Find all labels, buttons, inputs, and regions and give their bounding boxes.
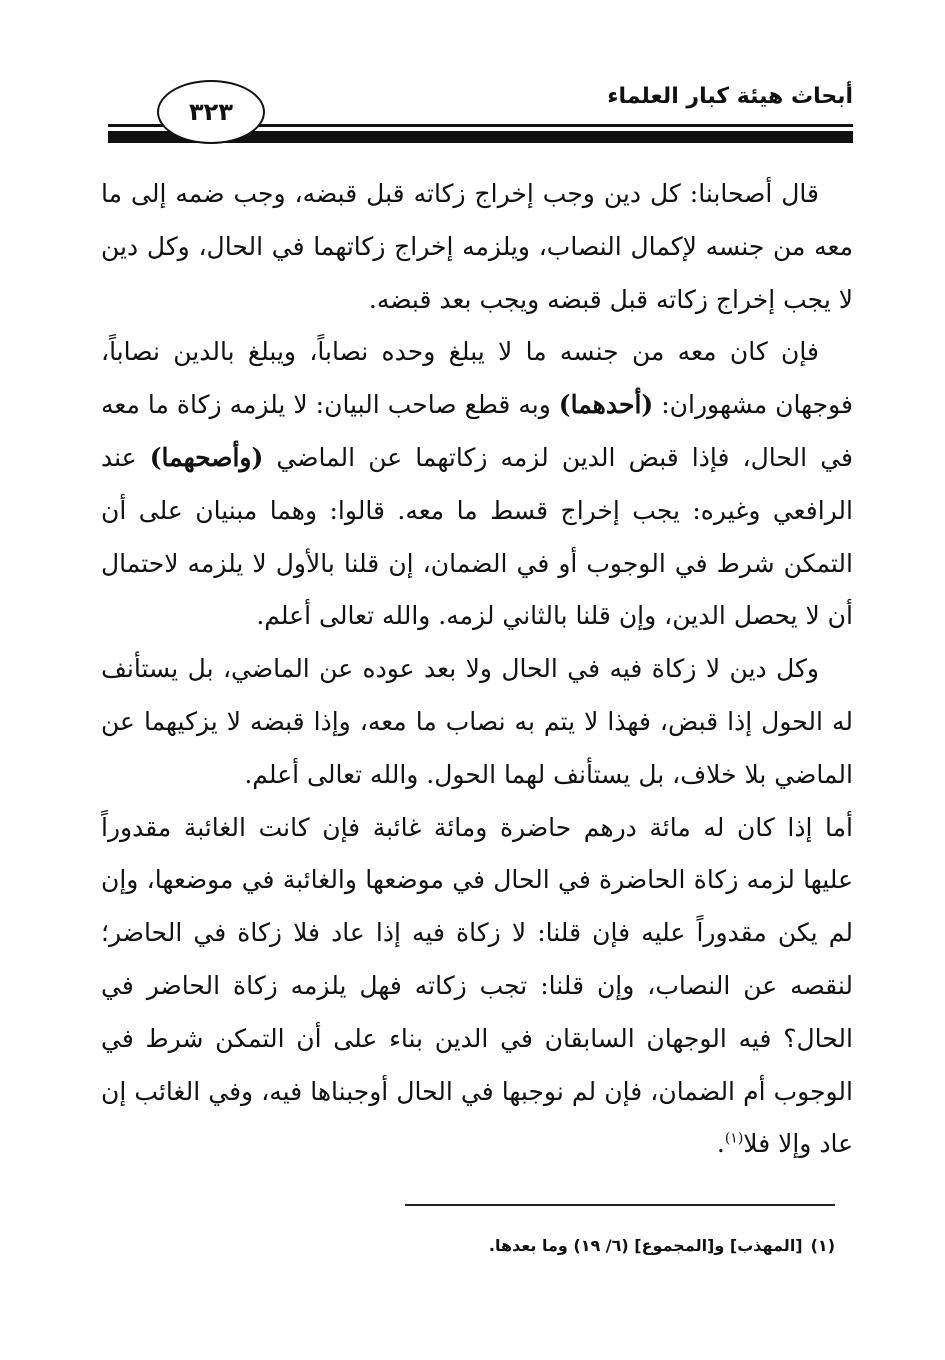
footnote-text: [المهذب] و[المجموع] (٦/ ١٩) وما بعدها. bbox=[488, 1236, 803, 1255]
paragraph bbox=[101, 802, 853, 1172]
text-run: وبه قطع صاحب البيان: لا يلزمه زكاة ما معه في الحال، فإذا قبض الدين لزمه زكاتهما عن الماضي bbox=[101, 390, 853, 472]
text-run: . bbox=[716, 1129, 725, 1159]
text-run: فإن كان معه من جنسه ما لا يبلغ وحده نصاباً، ويبلغ بالدين نصاباً، فوجهان مشهوران: bbox=[101, 337, 853, 420]
bold-term: (وأصحهما) bbox=[149, 442, 264, 472]
running-header-title: أبحاث هيئة كبار العلماء bbox=[607, 84, 853, 109]
text-run: أما إذا كان له مائة درهم حاضرة ومائة غائبة فإن كانت الغائبة مقدوراً عليها لزمه زكاة الحاضرة في الحال في موضعها والغائبة في موضعها، وإن لم يكن مقدوراً عليه فإن قلنا: لا زكاة فيه إذا عاد فلا زكاة في الحاضر؛ لنقصه عن النصاب، وإن قلنا: تجب زكاته فهل يلزمه زكاة الحاضر في الحال؟ فيه الوجهان السابقان في الدين بناء على أن التمكن شرط في الوجوب أم الضمان، فإن لم نوجبها في الحال أوجبناها فيه، وفي الغائب إن عاد وإلا فلا bbox=[101, 812, 853, 1159]
footnote-separator bbox=[405, 1204, 835, 1206]
page-number: ٣٢٣ bbox=[189, 98, 233, 126]
body-text bbox=[101, 168, 853, 1171]
text-run: وكل دين لا زكاة فيه في الحال ولا بعد عوده عن الماضي، بل يستأنف له الحول إذا قبض، فهذا لا يتم به نصاب ما معه، وإذا قبضه لا يزكيهما عن الماضي بلا خلاف، بل يستأنف لهما الحول. والله تعالى أعلم. bbox=[101, 654, 853, 789]
paragraph bbox=[101, 326, 853, 643]
paragraph bbox=[101, 168, 853, 326]
text-run: عند الرافعي وغيره: يجب إخراج قسط ما معه. قالوا: وهما مبنيان على أن التمكن شرط في الوجوب أو في الضمان، إن قلنا بالأول لا يلزمه لاحتمال أن لا يحصل الدين، وإن قلنا بالثاني لزمه. والله تعالى أعلم. bbox=[101, 442, 853, 631]
footnote bbox=[481, 1236, 835, 1255]
footnote-marker: (١) bbox=[810, 1236, 835, 1255]
paragraph bbox=[101, 643, 853, 801]
bold-term: (أحدهما) bbox=[558, 390, 654, 420]
page-number-oval bbox=[157, 80, 265, 144]
text-run: قال أصحابنا: كل دين وجب إخراج زكاته قبل قبضه، وجب ضمه إلى ما معه من جنسه لإكمال النصاب، ويلزمه إخراج زكاتهما في الحال، وكل دين لا يجب إخراج زكاته قبل قبضه ويجب بعد قبضه. bbox=[101, 179, 853, 314]
footnote-reference: (١) bbox=[724, 1131, 744, 1148]
